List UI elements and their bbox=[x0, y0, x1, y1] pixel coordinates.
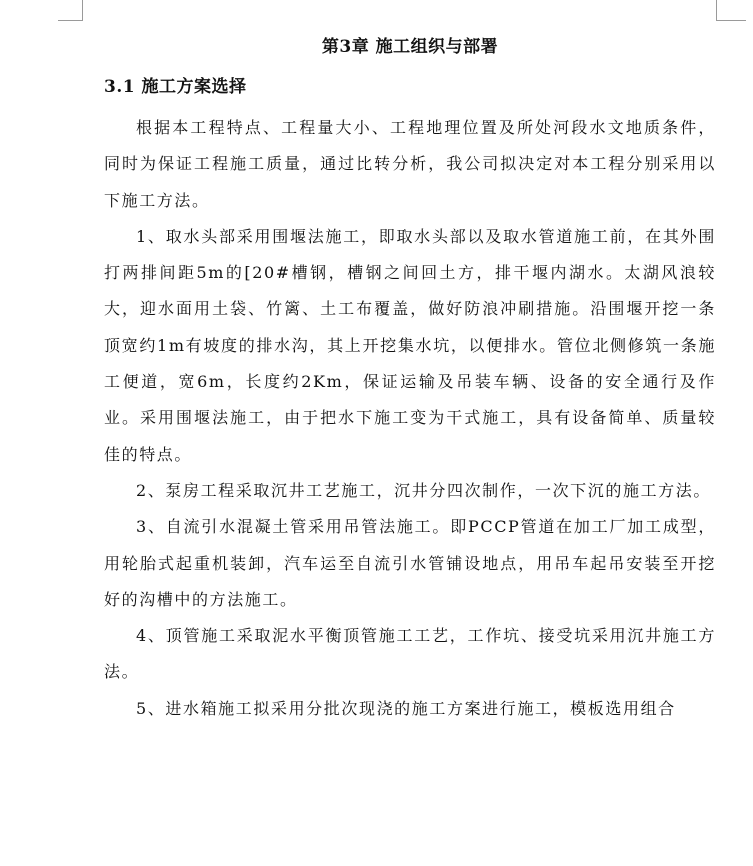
document-body bbox=[104, 34, 716, 727]
crop-mark-top-left-horizontal bbox=[58, 20, 83, 21]
paragraph-item-5: 5、进水箱施工拟采用分批次现浇的施工方案进行施工，模板选用组合 bbox=[136, 698, 676, 718]
crop-mark-top-left-vertical bbox=[82, 0, 83, 20]
paragraph-item-2: 2、泵房工程采取沉井工艺施工，沉井分四次制作，一次下沉的施工方法。 bbox=[136, 480, 711, 500]
paragraph-item-1: 1、取水头部采用围堰法施工，即取水头部以及取水管道施工前，在其外围打两排间距5m的[20#槽钢，槽钢之间回土方，排干堰内湖水。太湖风浪较大，迎水面用土袋、竹篱、土工布覆盖，做好防浪冲刷措施。沿围堰开挖一条顶宽约1m有坡度的排水沟，其上开挖集水坑，以便排水。管位北侧修筑一条施工便道，宽6m，长度约2Km，保证运输及吊装车辆、设备的安全通行及作业。采用围堰法施工，由于把水下施工变为干式施工，具有设备简单、质量较佳的特点。 bbox=[104, 226, 716, 464]
paragraph-intro: 根据本工程特点、工程量大小、工程地理位置及所处河段水文地质条件，同时为保证工程施工质量，通过比转分析，我公司拟决定对本工程分别采用以下施工方法。 bbox=[104, 118, 716, 210]
crop-mark-top-right-vertical bbox=[716, 0, 717, 20]
crop-mark-top-right-horizontal bbox=[716, 20, 746, 21]
paragraph-item-4: 4、顶管施工采取泥水平衡顶管施工工艺，工作坑、接受坑采用沉井施工方法。 bbox=[104, 626, 716, 682]
section-heading: 3.1 施工方案选择 bbox=[104, 77, 247, 97]
paragraph-item-3: 3、自流引水混凝土管采用吊管法施工。即PCCP管道在加工厂加工成型，用轮胎式起重机装卸，汽车运至自流引水管铺设地点，用吊车起吊安装至开挖好的沟槽中的方法施工。 bbox=[104, 517, 716, 609]
chapter-title: 第3章 施工组织与部署 bbox=[321, 37, 499, 57]
